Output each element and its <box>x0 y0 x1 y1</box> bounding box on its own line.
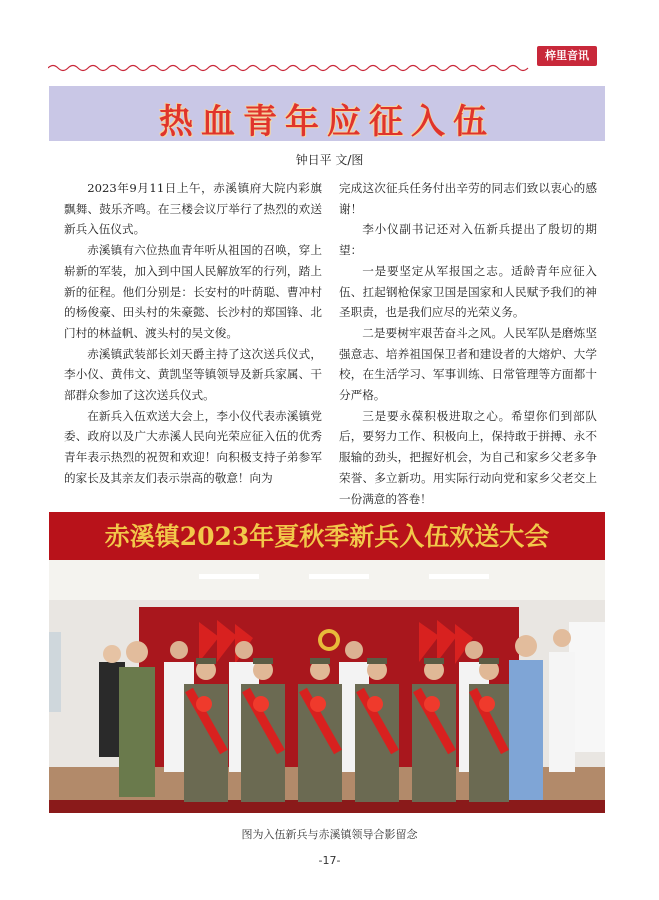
paragraph: 在新兵入伍欢送大会上，李小仪代表赤溪镇党委、政府以及广大赤溪人民向光荣应征入伍的优秀青年表示热烈的祝贺和欢迎！向积极支持子弟参军的家长及其亲友们表示崇高的敬意！向为 <box>64 408 322 485</box>
photo-caption: 图为入伍新兵与赤溪镇领导合影留念 <box>241 828 418 841</box>
paragraph: 赤溪镇有六位热血青年听从祖国的召唤，穿上崭新的军装，加入到中国人民解放军的行列，踏上新的征程。他们分别是：长安村的叶荫聪、曹冲村的杨俊豪、田头村的朱豪懿、长沙村的郑国锋、北门村的林益帆、渡头村的吴文俊。 <box>64 243 322 340</box>
paragraph: 二是要树牢艰苦奋斗之风。人民军队是磨炼坚强意志、培养祖国保卫者和建设者的大熔炉、大学校，在生活学习、军事训练、日常管理等方面都十分严格。 <box>339 325 597 403</box>
paragraph: 一是要坚定从军报国之志。适龄青年应征入伍、扛起钢枪保家卫国是国家和人民赋予我们的神圣职责，也是我们应尽的光荣义务。 <box>339 263 597 320</box>
paragraph: 三是要永葆积极进取之心。希望你们到部队后，要努力工作、积极向上，保持敢于拼搏、永不服输的劲头，把握好机会，为自己和家乡父老多争荣誉、多立新功。用实际行动向党和家乡父老交上一份满意的答卷！ <box>339 408 597 506</box>
paragraph: 2023年9月11日上午，赤溪镇府大院内彩旗飘舞、鼓乐齐鸣。在三楼会议厅举行了热烈的欢送新兵入伍仪式。 <box>64 181 322 237</box>
wavy-divider <box>48 62 604 74</box>
photo-banner-text: 赤溪镇2023年夏秋季新兵入伍欢送大会 <box>104 522 550 551</box>
byline: 钟日平 文/图 <box>295 153 364 167</box>
paragraph-continued: 完成这次征兵任务付出辛劳的同志们致以衷心的感谢！ <box>339 181 597 216</box>
paragraph: 李小仪副书记还对入伍新兵提出了殷切的期望： <box>339 222 597 258</box>
section-badge: 梓里音讯 <box>537 46 597 66</box>
title-band <box>49 86 605 141</box>
paragraph: 赤溪镇武装部长刘天爵主持了这次送兵仪式，李小仪、黄伟文、黄凯坚等镇领导及新兵家属、干部群众参加了这次送兵仪式。 <box>64 346 322 403</box>
party-emblem-icon <box>318 629 340 651</box>
left-column <box>64 178 322 489</box>
right-column <box>339 178 597 509</box>
article-title: 热血青年应征入伍 <box>159 102 495 142</box>
page-number: -17- <box>318 854 341 867</box>
group-photo <box>49 512 605 813</box>
